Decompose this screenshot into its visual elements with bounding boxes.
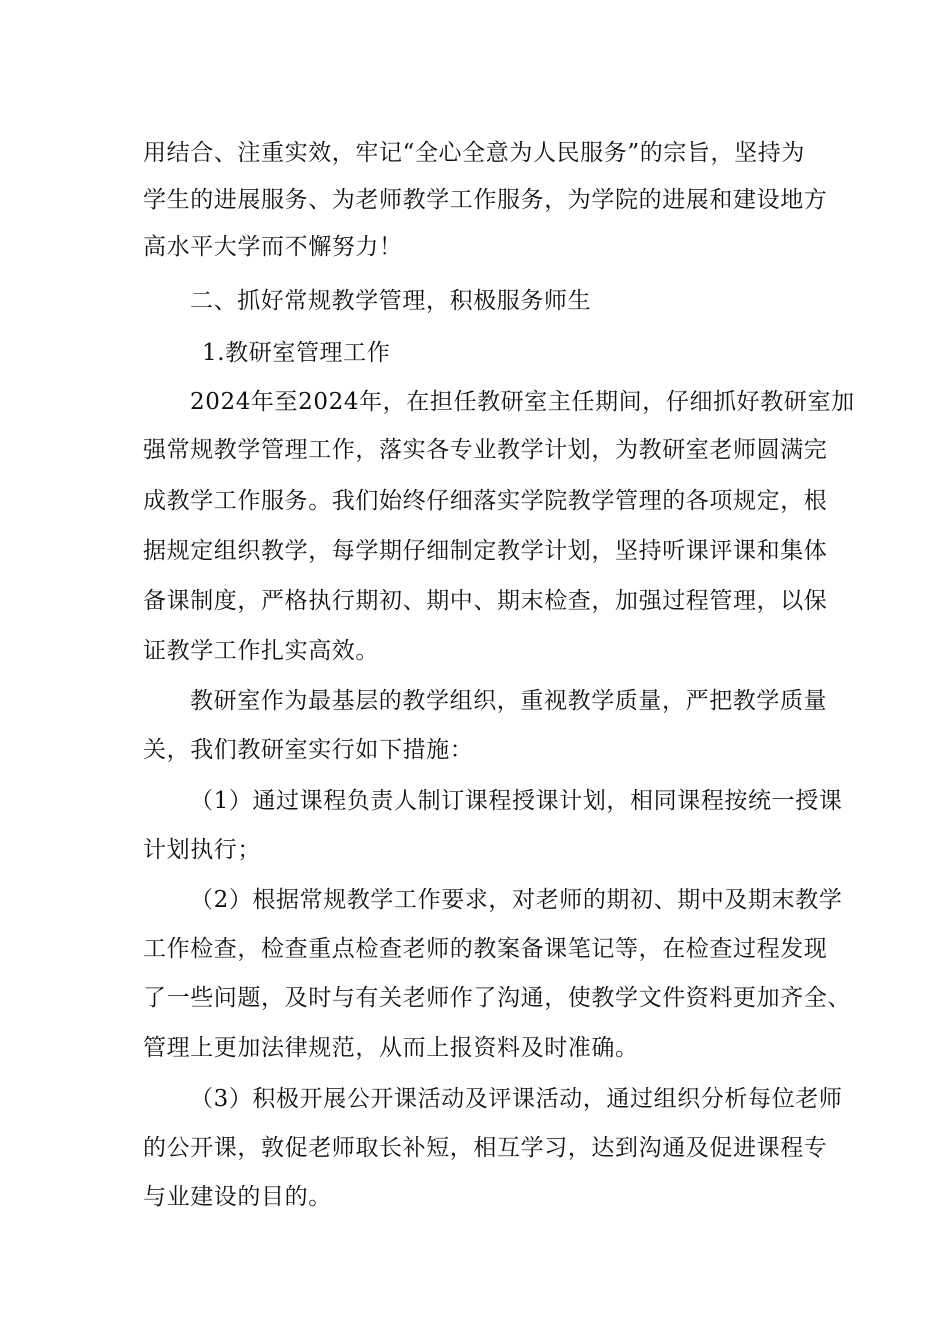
paragraph-line: 用结合、注重实效，牢记“全心全意为人民服务”的宗旨，坚持为: [143, 140, 805, 166]
paragraph-line: 强常规教学管理工作，落实各专业教学计划，为教研室老师圆满完: [143, 437, 828, 463]
paragraph-line: 关，我们教研室实行如下措施：: [143, 737, 474, 763]
paragraph-line: 据规定组织教学，每学期仔细制定教学计划，坚持听课评课和集体: [143, 538, 828, 564]
paragraph-line: 证教学工作扎实高效。: [143, 638, 379, 664]
list-item-line: 了一些问题，及时与有关老师作了沟通，使教学文件资料更加齐全、: [143, 985, 851, 1011]
paragraph-line: 2024年至2024年，在担任教研室主任期间，仔细抓好教研室加: [190, 389, 855, 415]
list-item-line: 与业建设的目的。: [143, 1184, 332, 1210]
section-heading: 二、抓好常规教学管理，积极服务师生: [190, 288, 592, 314]
paragraph-line: 备课制度，严格执行期初、期中、期末检查，加强过程管理，以保: [143, 588, 828, 614]
paragraph-line: 教研室作为最基层的教学组织，重视教学质量，严把教学质量: [190, 688, 828, 714]
list-item-line: （1）通过课程负责人制订课程授课计划，相同课程按统一授课: [190, 788, 843, 814]
paragraph-line: 成教学工作服务。我们始终仔细落实学院教学管理的各项规定，根: [143, 488, 828, 514]
list-item-line: （3）积极开展公开课活动及评课活动，通过组织分析每位老师: [190, 1086, 843, 1112]
list-item-line: 管理上更加法律规范，从而上报资料及时准确。: [143, 1035, 639, 1061]
list-item-line: 计划执行；: [143, 837, 261, 863]
list-item-line: 的公开课，敦促老师取长补短，相互学习，达到沟通及促进课程专: [143, 1135, 828, 1161]
subsection-heading: 1.教研室管理工作: [202, 340, 391, 366]
list-item-line: 工作检查，检查重点检查老师的教案备课笔记等，在检查过程发现: [143, 936, 828, 962]
paragraph-line: 学生的进展服务、为老师教学工作服务，为学院的进展和建设地方: [143, 187, 828, 213]
list-item-line: （2）根据常规教学工作要求，对老师的期初、期中及期末教学: [190, 887, 843, 913]
paragraph-line: 高水平大学而不懈努力！: [143, 234, 403, 260]
